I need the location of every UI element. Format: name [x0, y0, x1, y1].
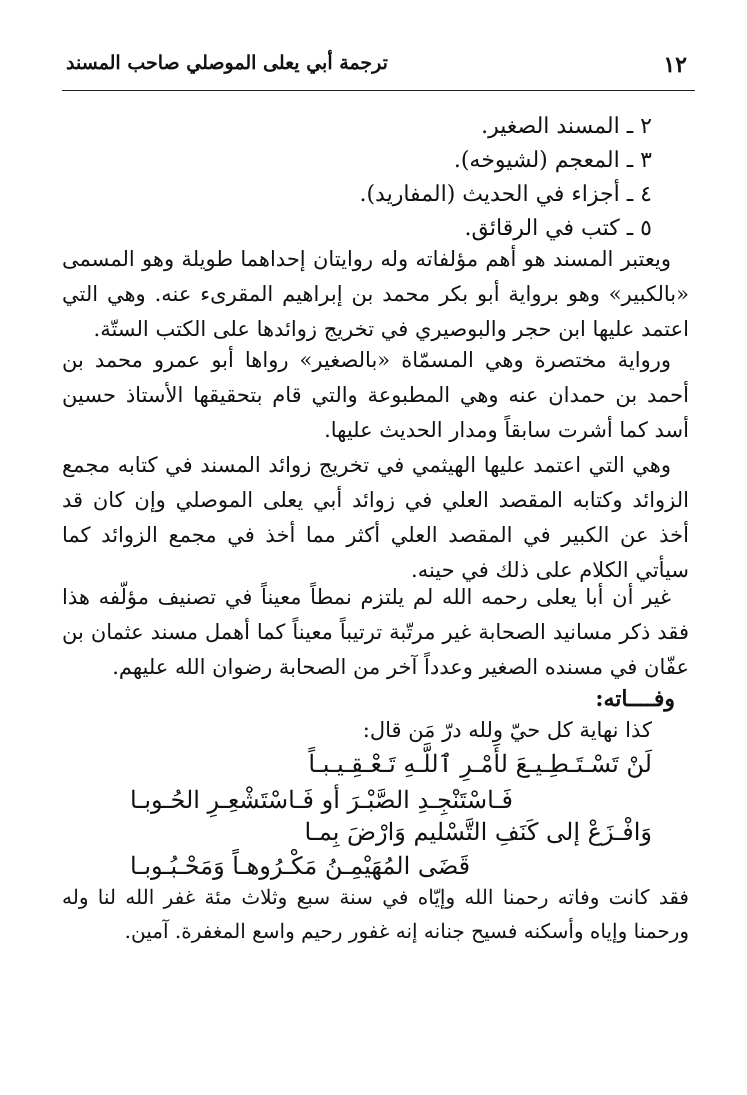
paragraph: [62, 448, 689, 588]
paragraph: [62, 242, 689, 347]
running-title: ترجمة أبي يعلى الموصلي صاحب المسند: [66, 52, 388, 74]
page-header: [62, 44, 695, 91]
paragraph-text: ويعتبر المسند هو أهم مؤلفاته وله روايتان إحداهما طويلة وهو المسمى «بالكبير» وهو برواية أبو بكر محمد بن إبراهيم المقرىء عنه. وهي التي اعتمد عليها ابن حجر والبوصيري في تخريج زوائدها على الكتب الستّة.: [62, 247, 689, 341]
paragraph-text: وهي التي اعتمد عليها الهيثمي في تخريج زوائد المسند في كتابه مجمع الزوائد وكتابه المقصد العلي في زوائد أبي يعلى الموصلي وإن كان قد أخذ عن الكبير في المقصد العلي أكثر مما أخذ في مجمع الزوائد كما سيأتي الكلام على ذلك في حينه.: [62, 453, 689, 582]
list-item: ٤ ـ أجزاء في الحديث (المفاريد).: [359, 182, 652, 207]
poem-hemistich: وَافْـزَعْ إلى كَنَفِ التَّسْليم وَارْضَ بِمـا: [304, 818, 652, 846]
paragraph-text: غير أن أبا يعلى رحمه الله لم يلتزم نمطاً معيناً في تصنيف مؤلّفه هذا فقد ذكر مسانيد الصحابة غير مرتّبة ترتيباً معيناً كما أهمل مسند عثمان بن عفّان في مسنده الصغير وعدداً آخر من الصحابة رضوان الله عليهم.: [62, 585, 689, 679]
list-item: ٥ ـ كتب في الرقائق.: [464, 216, 652, 241]
list-item: ٣ ـ المعجم (لشيوخه).: [453, 148, 652, 173]
paragraph: [62, 343, 689, 448]
closing-paragraph: فقد كانت وفاته رحمنا الله وإيّاه في سنة سبع وثلاث مئة غفر الله لنا وله ورحمنا وإياه وأسكنه فسيح جنانه إنه غفور رحيم واسع المغفرة. آمين.: [62, 885, 689, 943]
section-heading: وفــــاته:: [595, 686, 675, 712]
page-number: ١٢: [663, 52, 687, 78]
poem-hemistich: لَنْ تَسْـتَـطِـيـعَ لأَمْـرِ ٱللَّـهِ تَـعْـقِـيـبـاً: [308, 750, 652, 778]
paragraph-text: ورواية مختصرة وهي المسمّاة «بالصغير» رواها أبو عمرو محمد بن أحمد بن حمدان عنه وهي المطبوعة والتي قام بتحقيقها الأستاذ حسين أسد كما أشرت سابقاً ومدار الحديث عليها.: [62, 348, 689, 442]
paragraph: [62, 580, 689, 685]
poem-hemistich: قَضَى المُهَيْمِـنُ مَكْـرُوهـاً وَمَحْـبُـوبـا: [130, 852, 471, 880]
poem-intro: كذا نهاية كل حيّ ولله درّ مَن قال:: [362, 718, 652, 742]
works-list: [359, 110, 652, 246]
poem-hemistich: فَـاسْتَنْجِـدِ الصَّبْـرَ أو فَـاسْتَشْعِـرِ الحُـوبـا: [130, 786, 513, 814]
list-item: ٢ ـ المسند الصغير.: [481, 114, 652, 139]
